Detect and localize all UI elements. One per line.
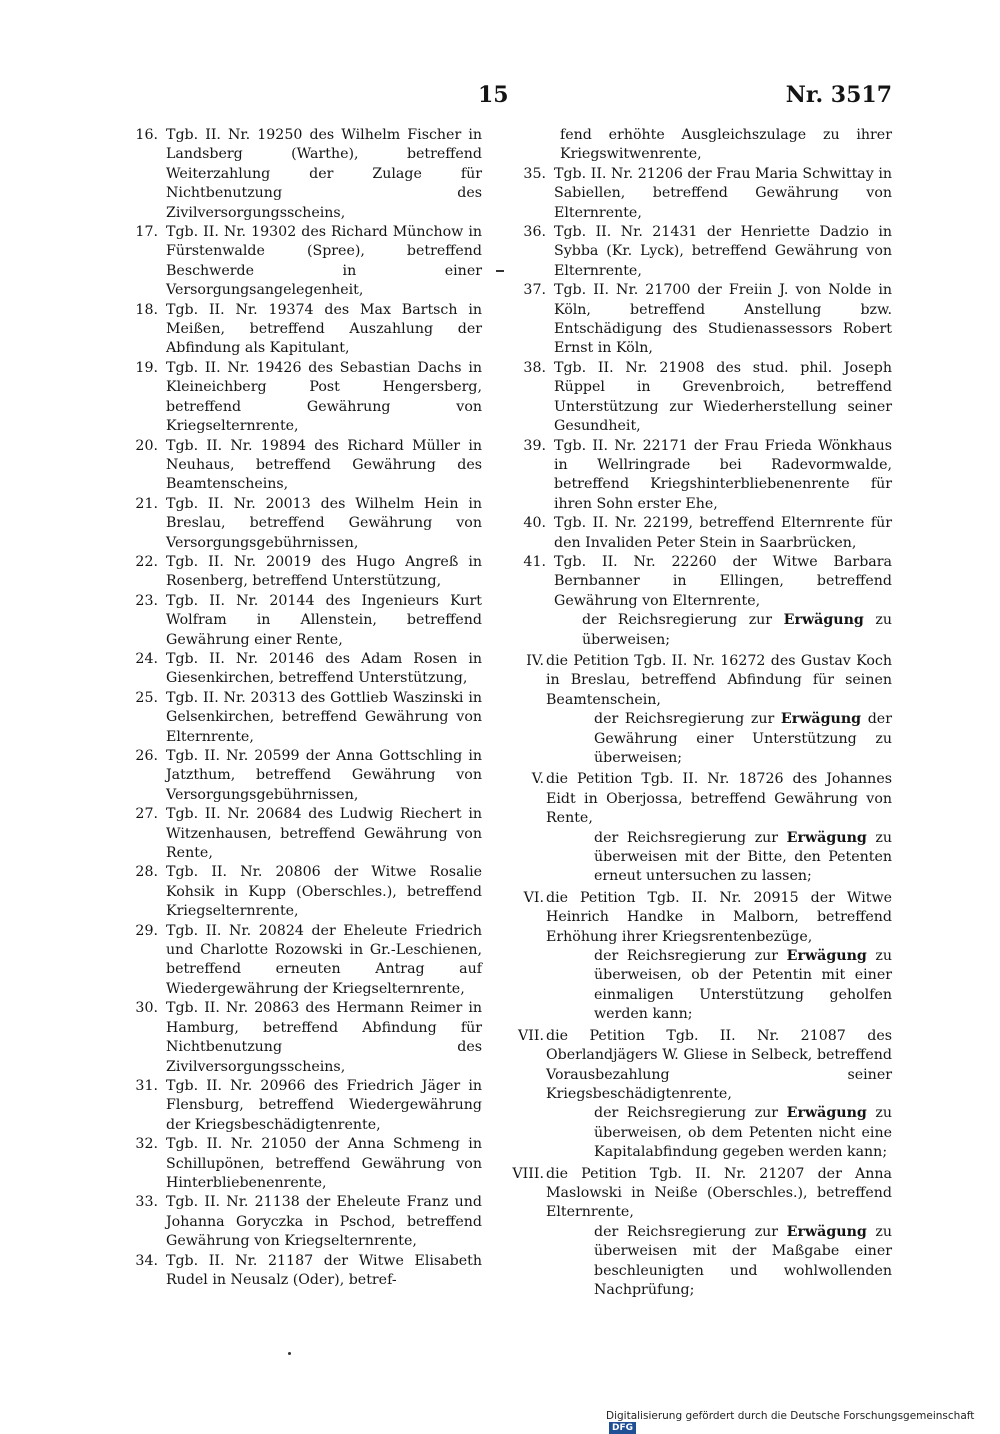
entry-number: 26. bbox=[135, 748, 158, 764]
entry-text: Tgb. II. Nr. 19426 des Sebastian Dachs in Kleineichberg Post Hengersberg, betreffend Gewährung von Kriegselternrente, bbox=[166, 359, 482, 435]
list-item bbox=[508, 553, 892, 611]
entry-text: Tgb. II. Nr. 19302 des Richard Münchow in Fürstenwalde (Spree), betreffend Beschwerde in einer Versorgungsangelegenheit, bbox=[166, 224, 482, 299]
entry-number: 28. bbox=[135, 864, 158, 881]
entry-text: Tgb. II. Nr. 21908 des stud. phil. Joseph Rüppel in Grevenbroich, betreffend Unterstützung zur Wiederherstellung seiner Gesundheit, bbox=[554, 359, 892, 435]
list-item bbox=[120, 223, 482, 301]
petition-decision bbox=[546, 1104, 892, 1162]
decision-bold: Erwägung bbox=[786, 829, 867, 846]
entry-text: Tgb. II. Nr. 20019 des Hugo Angreß in Rosenberg, betreffend Unterstützung, bbox=[166, 553, 482, 590]
entry-text: Tgb. II. Nr. 21138 der Eheleute Franz und Johanna Goryczka in Pschod, betreffend Gewährung von Kriegselternrente, bbox=[166, 1194, 482, 1250]
petition-item bbox=[508, 889, 892, 1025]
decision-pre: der Reichsregierung zur bbox=[594, 948, 787, 965]
list-item bbox=[120, 1077, 482, 1135]
list-item bbox=[120, 1135, 482, 1193]
decision-post: der Gewährung einer Unterstützung zu überweisen; bbox=[594, 711, 892, 766]
entry-text: Tgb. II. Nr. 19374 des Max Bartsch in Meißen, betreffend Auszahlung der Abfindung als Kapitulant, bbox=[166, 301, 482, 357]
petition-roman: VIII. bbox=[512, 1165, 544, 1182]
petition-item bbox=[508, 1027, 892, 1163]
petition-roman: VI. bbox=[523, 889, 544, 906]
entry-text: Tgb. II. Nr. 20824 der Eheleute Friedrich und Charlotte Rozowski in Gr.-Leschienen, betreffend erneuten Antrag auf Wiedergewährung der Kriegselternrente, bbox=[166, 922, 482, 997]
petition-text: die Petition Tgb. II. Nr. 16272 des Gustav Koch in Breslau, betreffend Abfindung für seinen Beamtenschein, bbox=[546, 652, 892, 708]
page-header bbox=[0, 82, 1000, 116]
entry-text: Tgb. II. Nr. 21206 der Frau Maria Schwittay in Sabiellen, betreffend Gewährung von Elternrente, bbox=[554, 165, 892, 221]
entry-text: Tgb. II. Nr. 21187 der Witwe Elisabeth Rudel in Neusalz (Oder), betref- bbox=[166, 1252, 482, 1288]
list-item bbox=[508, 359, 892, 437]
entry-text: Tgb. II. Nr. 20684 des Ludwig Riechert in Witzenhausen, betreffend Gewährung von Rente, bbox=[166, 806, 482, 862]
entry-list-left bbox=[120, 126, 482, 1290]
entry-number: 37. bbox=[523, 282, 546, 299]
entry-text: Tgb. II. Nr. 20966 des Friedrich Jäger in Flensburg, betreffend Wiedergewährung der Kriegsbeschädigtenrente, bbox=[166, 1077, 482, 1133]
entry-text: Tgb. II. Nr. 22199, betreffend Elternrente für den Invaliden Peter Stein in Saarbrücken, bbox=[554, 515, 892, 551]
page-number: 15 bbox=[478, 82, 509, 108]
petition-item bbox=[508, 770, 892, 886]
decision-post: zu überweisen, ob dem Petenten nicht eine Kapitalabfindung gegeben werden kann; bbox=[594, 1105, 893, 1161]
left-column bbox=[120, 126, 482, 1290]
entry-number: 31. bbox=[135, 1077, 158, 1094]
list-item bbox=[508, 514, 892, 553]
decision-bold: Erwägung bbox=[786, 948, 867, 965]
petition-decision bbox=[546, 947, 892, 1025]
list-item bbox=[120, 1252, 482, 1291]
list-item bbox=[120, 999, 482, 1077]
entry-number: 35. bbox=[523, 165, 546, 182]
list-item bbox=[120, 1193, 482, 1251]
list-item bbox=[120, 553, 482, 592]
entry-number: 20. bbox=[135, 437, 158, 454]
entry-number: 41. bbox=[523, 553, 546, 570]
decision-post: zu überweisen mit der Maßgabe einer beschleunigten und wohlwollenden Nachprüfung; bbox=[594, 1223, 893, 1298]
entry-number: 19. bbox=[135, 359, 158, 376]
entry-34-continuation: fend erhöhte Ausgleichszulage zu ihrer Kriegswitwenrente, bbox=[560, 127, 892, 163]
petition-text: die Petition Tgb. II. Nr. 21207 der Anna Maslowski in Neiße (Oberschles.), betreffend Elternrente, bbox=[546, 1165, 892, 1221]
petition-item bbox=[508, 652, 892, 768]
petition-text: die Petition Tgb. II. Nr. 18726 des Johannes Eidt in Oberjossa, betreffend Gewährung von Rente, bbox=[546, 771, 892, 827]
decision-pre: der Reichsregierung zur bbox=[594, 1105, 787, 1122]
petition-decision bbox=[546, 1223, 892, 1301]
entry-number: 24. bbox=[135, 650, 158, 667]
entry-number: 21. bbox=[135, 495, 158, 512]
list-item bbox=[120, 437, 482, 495]
decision-post: zu überweisen mit der Bitte, den Petenten erneut untersuchen zu lassen; bbox=[594, 829, 893, 885]
entries-decision bbox=[508, 611, 892, 650]
decision-pre: der Reichsregierung zur bbox=[582, 612, 784, 629]
list-item bbox=[508, 223, 892, 281]
list-item bbox=[120, 359, 482, 437]
list-item bbox=[120, 650, 482, 689]
entry-text: Tgb. II. Nr. 19250 des Wilhelm Fischer in Landsberg (Warthe), betreffend Weiterzahlung der Zulage für Nichtbenutzung des Zivilversorgungsscheins, bbox=[166, 127, 482, 221]
entry-number: 22. bbox=[135, 553, 158, 570]
decision-pre: der Reichsregierung zur bbox=[594, 829, 787, 846]
list-item bbox=[120, 592, 482, 650]
decision-bold: Erwägung bbox=[783, 612, 864, 629]
entry-text: Tgb. II. Nr. 20863 des Hermann Reimer in Hamburg, betreffend Abfindung für Nichtbenutzung des Zivilversorgungsscheins, bbox=[166, 1000, 482, 1075]
entry-number: 33. bbox=[135, 1194, 158, 1211]
petition-roman: IV. bbox=[526, 652, 544, 669]
entry-text: Tgb. II. Nr. 21700 der Freiin J. von Nolde in Köln, betreffend Anstellung bzw. Entschädigung des Studienassessors Robert Ernst in Köln, bbox=[554, 282, 892, 357]
dot-mark bbox=[288, 1352, 291, 1355]
entry-number: 38. bbox=[523, 359, 546, 376]
list-item bbox=[120, 863, 482, 921]
list-item bbox=[508, 437, 892, 515]
dfg-logo: DFG bbox=[609, 1422, 636, 1434]
entry-text: Tgb. II. Nr. 21050 der Anna Schmeng in Schillupönen, betreffend Gewährung von Hinterbliebenenrente, bbox=[166, 1136, 482, 1191]
entry-number: 25. bbox=[135, 689, 158, 706]
petition-decision bbox=[546, 829, 892, 887]
list-item bbox=[120, 495, 482, 553]
entry-number: 27. bbox=[135, 806, 158, 823]
list-item bbox=[120, 922, 482, 1000]
entry-number: 30. bbox=[135, 1000, 158, 1017]
decision-bold: Erwägung bbox=[786, 1223, 867, 1240]
entry-text: Tgb. II. Nr. 21431 der Henriette Dadzio in Sybba (Kr. Lyck), betreffend Gewährung von Elternrente, bbox=[554, 224, 892, 279]
list-item bbox=[120, 301, 482, 359]
decision-post: zu überweisen; bbox=[582, 612, 893, 648]
entry-number: 16. bbox=[135, 127, 158, 143]
entry-number: 17. bbox=[135, 224, 158, 241]
entry-number: 23. bbox=[135, 592, 158, 609]
list-item bbox=[120, 747, 482, 805]
entry-number: 34. bbox=[135, 1252, 158, 1269]
petition-roman: VII. bbox=[518, 1027, 544, 1044]
entry-text: Tgb. II. Nr. 22260 der Witwe Barbara Bernbanner in Ellingen, betreffend Gewährung von Elternrente, bbox=[554, 553, 892, 609]
list-item bbox=[508, 165, 892, 223]
entry-text: Tgb. II. Nr. 20806 der Witwe Rosalie Kohsik in Kupp (Oberschles.), betreffend Kriegselternrente, bbox=[166, 864, 482, 920]
right-column bbox=[508, 126, 892, 1300]
entry-number: 32. bbox=[135, 1136, 158, 1153]
entry-number: 39. bbox=[523, 437, 546, 454]
entry-text: Tgb. II. Nr. 19894 des Richard Müller in Neuhaus, betreffend Gewährung des Beamtenscheins, bbox=[166, 437, 482, 493]
entry-text: Tgb. II. Nr. 20313 des Gottlieb Waszinski in Gelsenkirchen, betreffend Gewährung von Elternrente, bbox=[166, 689, 482, 745]
entry-number: 18. bbox=[135, 301, 158, 318]
petition-text: die Petition Tgb. II. Nr. 21087 des Oberlandjägers W. Gliese in Selbeck, betreffend Vorausbezahlung seiner Kriegsbeschädigtenrente, bbox=[546, 1027, 892, 1102]
petition-decision bbox=[546, 710, 892, 768]
decision-pre: der Reichsregierung zur bbox=[594, 711, 781, 728]
entry-text: Tgb. II. Nr. 22171 der Frau Frieda Wönkhaus in Wellringrade bei Radevormwalde, betreffend Kriegshinterbliebenenrente für ihren Sohn erster Ehe, bbox=[554, 437, 892, 512]
stray-mark bbox=[496, 270, 504, 272]
entry-text: Tgb. II. Nr. 20599 der Anna Gottschling in Jatzthum, betreffend Gewährung von Versorgungsgebührnissen, bbox=[166, 748, 482, 803]
footer bbox=[606, 1410, 1000, 1434]
document-number: Nr. 3517 bbox=[785, 82, 892, 108]
entry-text: Tgb. II. Nr. 20144 des Ingenieurs Kurt Wolfram in Allenstein, betreffend Gewährung einer Rente, bbox=[166, 592, 482, 648]
list-item bbox=[120, 126, 482, 223]
list-item bbox=[508, 281, 892, 359]
list-item bbox=[120, 805, 482, 863]
entry-number: 29. bbox=[135, 922, 158, 939]
footer-text: Digitalisierung gefördert durch die Deutsche Forschungsgemeinschaft bbox=[606, 1410, 975, 1422]
list-item bbox=[120, 689, 482, 747]
entry-text: Tgb. II. Nr. 20146 des Adam Rosen in Giesenkirchen, betreffend Unterstützung, bbox=[166, 650, 482, 687]
entry-number: 40. bbox=[523, 515, 546, 532]
decision-bold: Erwägung bbox=[780, 711, 862, 728]
entry-text: Tgb. II. Nr. 20013 des Wilhelm Hein in Breslau, betreffend Gewährung von Versorgungsgebührnissen, bbox=[166, 495, 482, 551]
petition-text: die Petition Tgb. II. Nr. 20915 der Witwe Heinrich Handke in Malborn, betreffend Erhöhung ihrer Kriegsrentenbezüge, bbox=[546, 889, 892, 945]
petition-list bbox=[508, 652, 892, 1300]
petition-item bbox=[508, 1165, 892, 1301]
entry-number: 36. bbox=[523, 224, 546, 241]
decision-post: zu überweisen, ob der Petentin mit einer einmaligen Unterstützung geholfen werden kann; bbox=[594, 948, 893, 1023]
decision-pre: der Reichsregierung zur bbox=[594, 1223, 787, 1240]
decision-bold: Erwägung bbox=[786, 1105, 867, 1122]
entry-list-right bbox=[508, 165, 892, 611]
petition-roman: V. bbox=[531, 771, 544, 788]
